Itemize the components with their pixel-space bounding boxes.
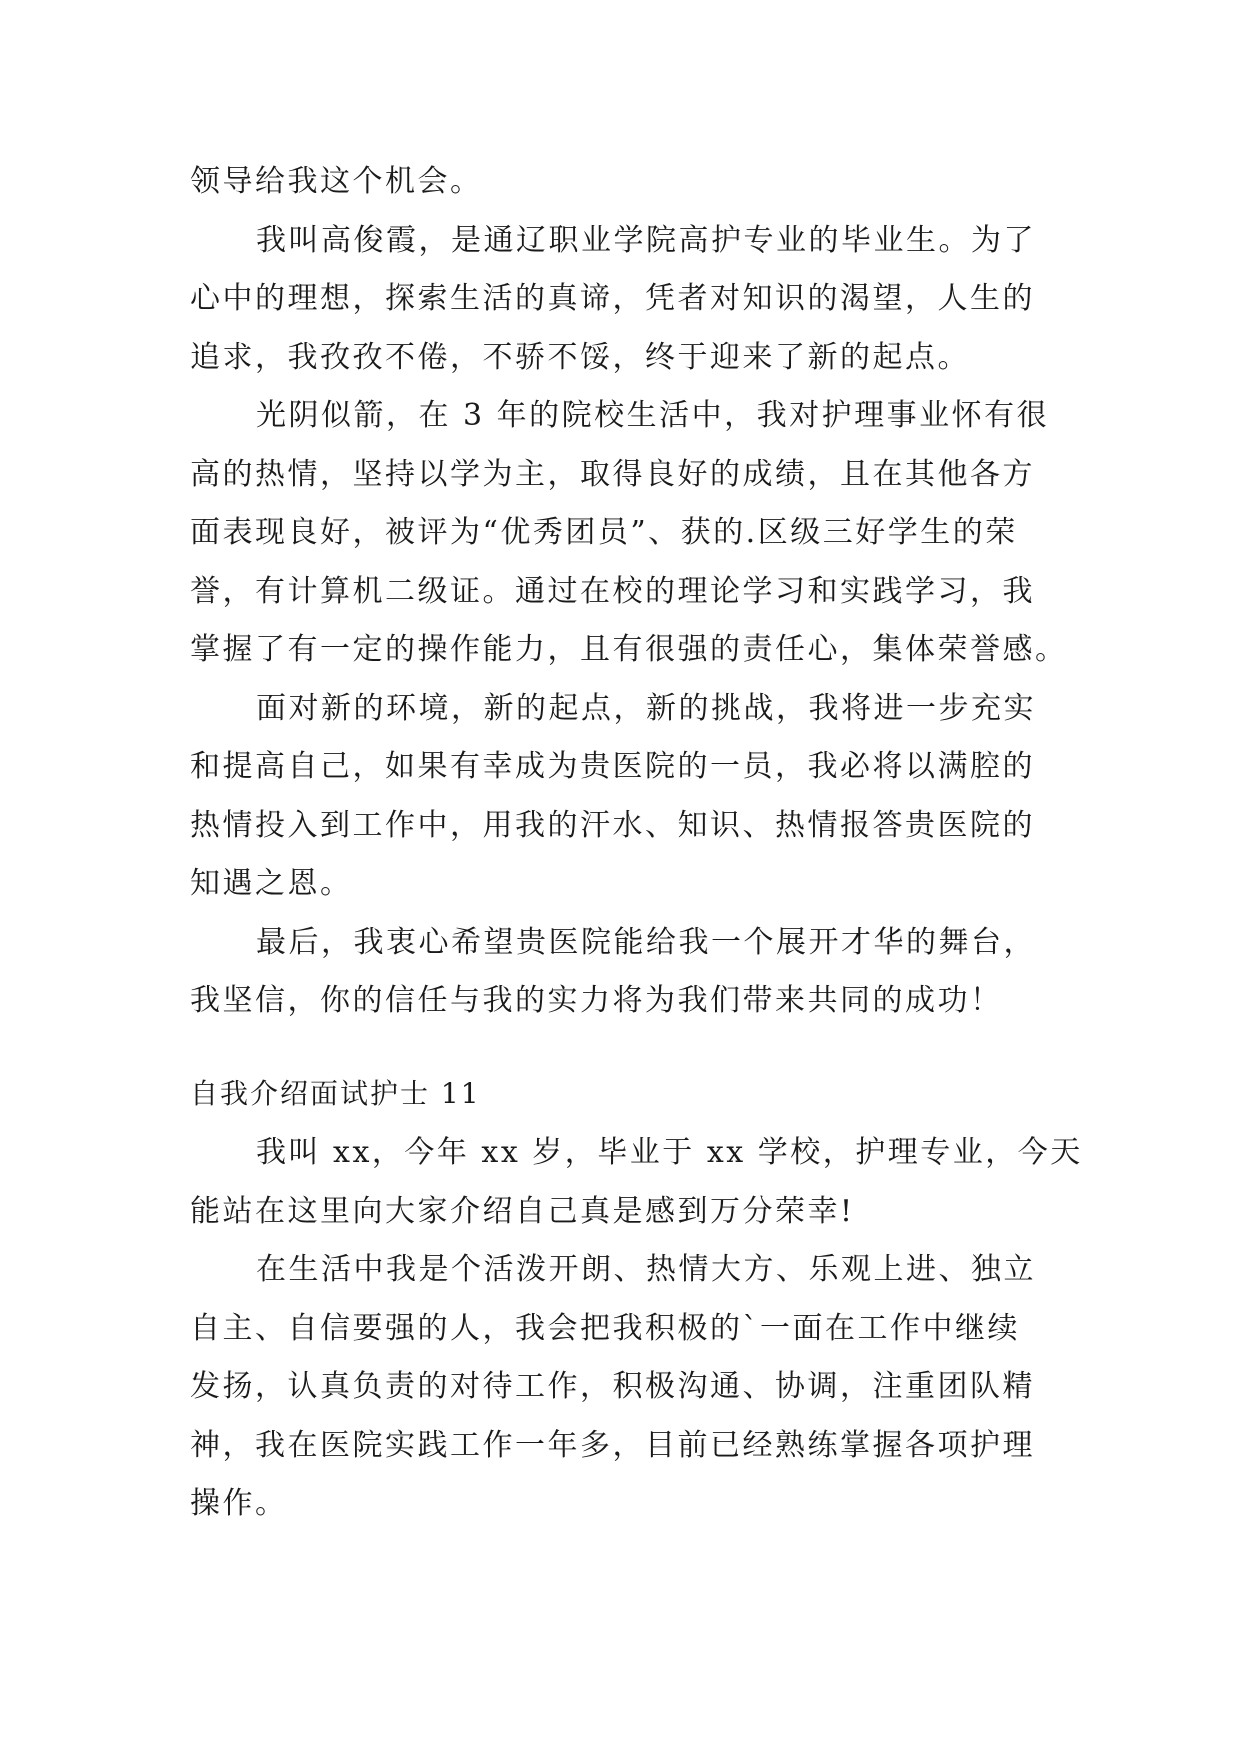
body-line: 热情投入到工作中，用我的汗水、知识、热情报答贵医院的 xyxy=(190,807,1035,843)
body-line: 和提高自己，如果有幸成为贵医院的一员，我必将以满腔的 xyxy=(190,749,1035,784)
body-line: 发扬，认真负责的对待工作，积极沟通、协调，注重团队精 xyxy=(190,1369,1035,1404)
section-heading: 自我介绍面试护士 11 xyxy=(190,1077,481,1110)
body-line: 操作。 xyxy=(190,1486,288,1521)
paragraph-start-line: 最后，我衷心希望贵医院能给我一个展开才华的舞台， xyxy=(256,924,1036,960)
body-line: 神，我在医院实践工作一年多，目前已经熟练掌握各项护理 xyxy=(190,1427,1035,1463)
paragraph-start-line: 面对新的环境，新的起点，新的挑战，我将进一步充实 xyxy=(256,690,1036,726)
body-line: 知遇之恩。 xyxy=(190,866,353,901)
paragraph-start-line: 在生活中我是个活泼开朗、热情大方、乐观上进、独立 xyxy=(256,1252,1036,1287)
body-line: 誉，有计算机二级证。通过在校的理论学习和实践学习，我 xyxy=(190,573,1035,609)
paragraph-start-line: 我叫 xx，今年 xx 岁，毕业于 xx 学校，护理专业，今天 xyxy=(256,1135,1083,1170)
body-line: 领导给我这个机会。 xyxy=(190,164,483,199)
body-line: 追求，我孜孜不倦，不骄不馁，终于迎来了新的起点。 xyxy=(190,339,970,375)
document-body-section-one xyxy=(190,153,1068,1031)
body-line: 面表现良好，被评为“优秀团员”、获的.区级三好学生的荣 xyxy=(190,515,1018,550)
body-line: 掌握了有一定的操作能力，且有很强的责任心，集体荣誉感。 xyxy=(190,632,1068,667)
body-line: 心中的理想，探索生活的真谛，凭者对知识的渴望，人生的 xyxy=(190,281,1035,316)
body-line: 我坚信，你的信任与我的实力将为我们带来共同的成功！ xyxy=(190,983,1003,1018)
body-line: 高的热情，坚持以学为主，取得良好的成绩，且在其他各方 xyxy=(190,456,1035,492)
document-body-section-two xyxy=(190,1124,1083,1534)
body-line: 能站在这里向大家介绍自己真是感到万分荣幸! xyxy=(190,1193,855,1229)
body-line: 自主、自信要强的人，我会把我积极的`一面在工作中继续 xyxy=(190,1310,1020,1346)
paragraph-start-line: 我叫高俊霞，是通辽职业学院高护专业的毕业生。为了 xyxy=(256,222,1036,258)
paragraph-start-line: 光阴似箭，在 3 年的院校生活中，我对护理事业怀有很 xyxy=(256,398,1050,433)
